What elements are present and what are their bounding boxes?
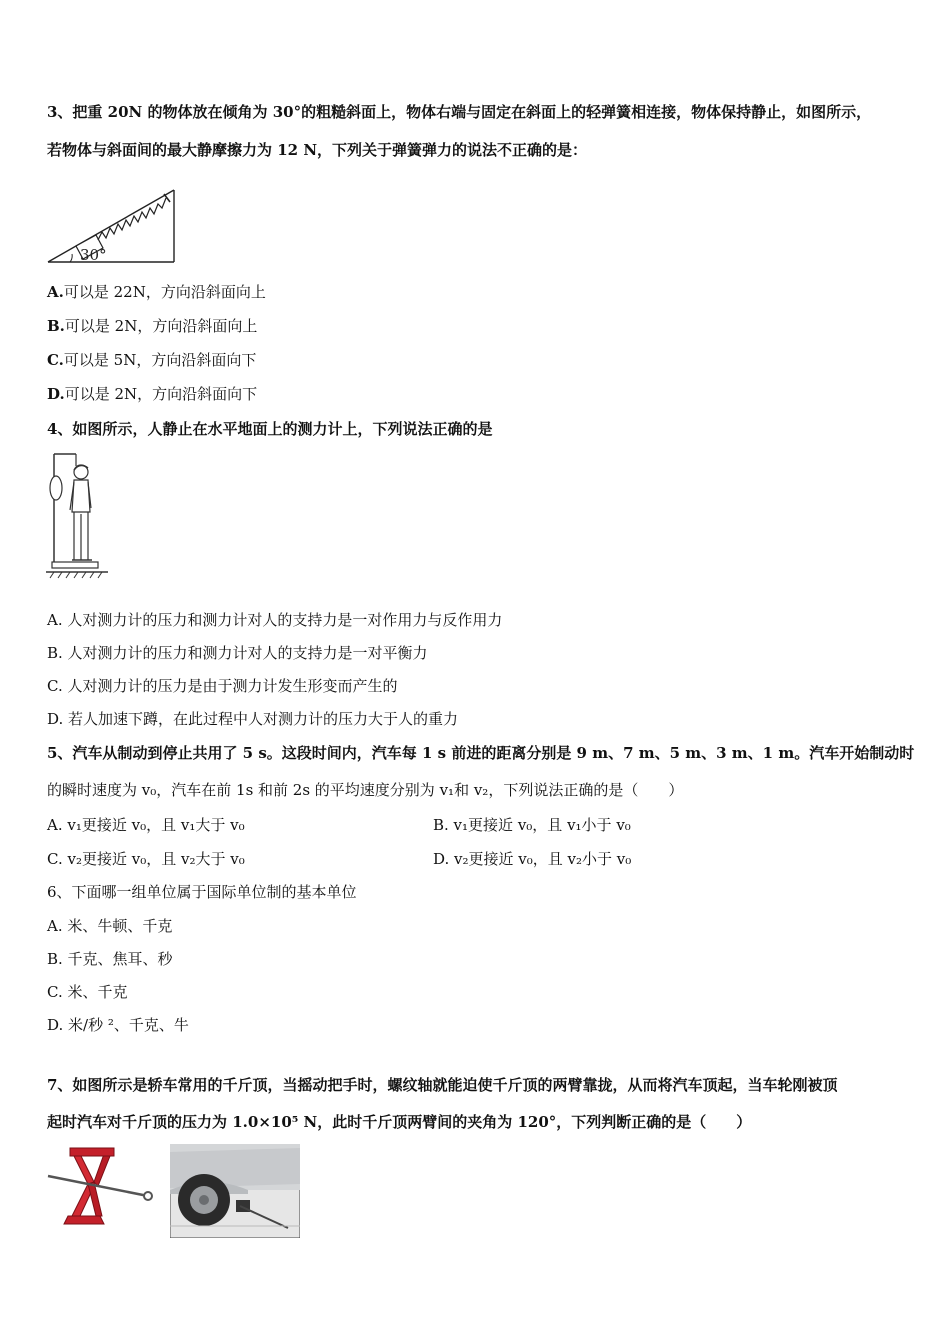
q5-stem-line1: 5、汽车从制动到停止共用了 5 s。这段时间内，汽车每 1 s 前进的距离分别是 9 m、7 m、5 m、3 m、1 m。汽车开始制动时: [47, 744, 915, 762]
car-lift-photo: [170, 1144, 300, 1238]
q3-option-b: B.可以是 2N，方向沿斜面向上: [47, 317, 258, 335]
q7-stem-line2: 起时汽车对千斤顶的压力为 1.0×10⁵ N，此时千斤顶两臂间的夹角为 120°，下列判断正确的是（ ）: [47, 1113, 752, 1131]
q5-option-d: D. v₂更接近 v₀，且 v₂小于 v₀: [433, 850, 632, 868]
q3-option-a: A.可以是 22N，方向沿斜面向上: [47, 283, 266, 301]
person-on-scale-figure: [44, 450, 112, 580]
q5-stem-line2: 的瞬时速度为 v₀，汽车在前 1s 和前 2s 的平均速度分别为 v₁和 v₂，下列说法正确的是（ ）: [47, 781, 684, 799]
q4-option-a: A. 人对测力计的压力和测力计对人的支持力是一对作用力与反作用力: [47, 611, 503, 629]
q4-option-b: B. 人对测力计的压力和测力计对人的支持力是一对平衡力: [47, 644, 428, 662]
angle-label: 30°: [80, 246, 107, 264]
q3-stem-line1: 3、把重 20N 的物体放在倾角为 30°的粗糙斜面上，物体右端与固定在斜面上的轻弹簧相连接，物体保持静止，如图所示，: [47, 103, 872, 121]
q5-option-c: C. v₂更接近 v₀，且 v₂大于 v₀: [47, 850, 245, 868]
q4-option-c: C. 人对测力计的压力是由于测力计发生形变而产生的: [47, 677, 398, 695]
incline-spring-figure: [46, 170, 178, 266]
q3-option-d: D.可以是 2N，方向沿斜面向下: [47, 385, 258, 403]
q5-option-a: A. v₁更接近 v₀，且 v₁大于 v₀: [47, 816, 245, 834]
q3-stem-line2: 若物体与斜面间的最大静摩擦力为 12 N，下列关于弹簧弹力的说法不正确的是：: [47, 141, 588, 159]
q6-stem: 6、下面哪一组单位属于国际单位制的基本单位: [47, 883, 357, 901]
q6-option-c: C. 米、千克: [47, 983, 128, 1001]
q7-stem-line1: 7、如图所示是轿车常用的千斤顶，当摇动把手时，螺纹轴就能迫使千斤顶的两臂靠拢，从而将汽车顶起，当车轮刚被顶: [47, 1076, 838, 1094]
q4-stem: 4、如图所示，人静止在水平地面上的测力计上，下列说法正确的是: [47, 420, 493, 438]
q6-option-b: B. 千克、焦耳、秒: [47, 950, 173, 968]
q4-option-d: D. 若人加速下蹲，在此过程中人对测力计的压力大于人的重力: [47, 710, 459, 728]
scissor-jack-photo: [44, 1144, 156, 1232]
q6-option-d: D. 米/秒 ²、千克、牛: [47, 1016, 189, 1034]
q5-option-b: B. v₁更接近 v₀，且 v₁小于 v₀: [433, 816, 631, 834]
q3-option-c: C.可以是 5N，方向沿斜面向下: [47, 351, 257, 369]
q6-option-a: A. 米、牛顿、千克: [47, 917, 173, 935]
